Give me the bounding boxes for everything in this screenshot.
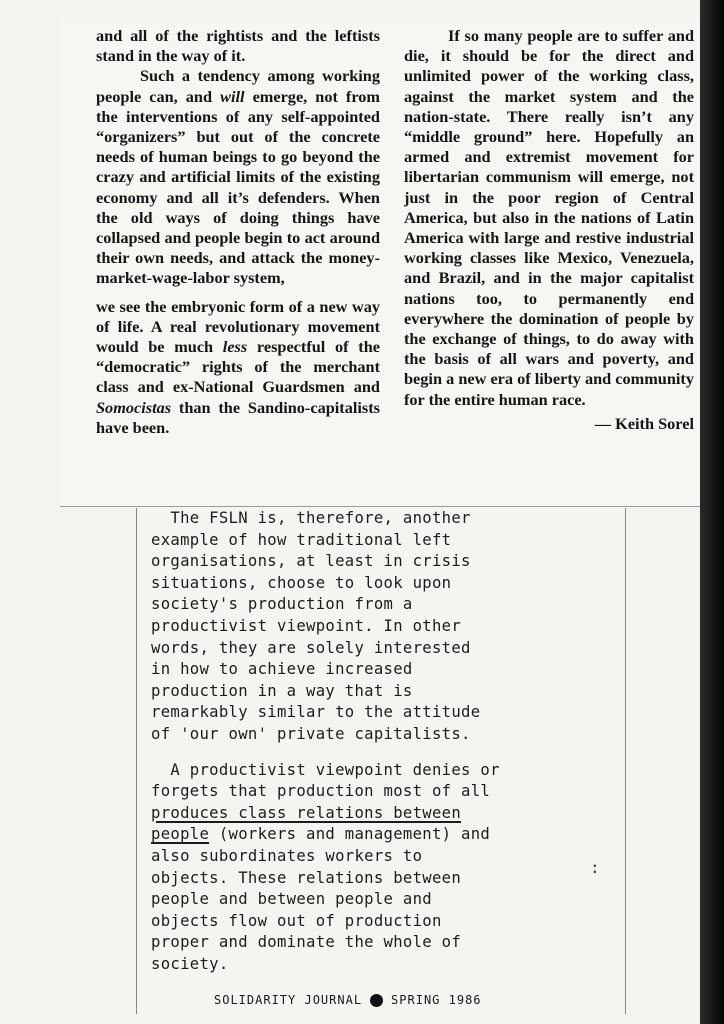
typewritten-text: [151, 508, 621, 975]
typed-line: [151, 824, 621, 846]
typed-line: society's production from a: [151, 595, 413, 614]
scan-edge: [700, 0, 724, 1024]
typed-line: example of how traditional left: [151, 530, 452, 549]
text-run: (workers and management) and: [209, 825, 491, 844]
typed-line: proper and dominate the whole of: [151, 933, 462, 952]
underlined-word: people: [151, 825, 210, 844]
left-para-2: [96, 66, 380, 288]
text-run: Such a tendency among working people can, and: [96, 66, 380, 106]
text-run: we see the embryonic form of a new way of life. A real revolutionary movement would be much: [96, 296, 380, 357]
typed-line: The FSLN is, therefore, another: [151, 509, 471, 527]
typewritten-clipping: [136, 508, 626, 1014]
typed-line: productivist viewpoint. In other: [151, 616, 462, 635]
typed-line: of 'our own' private capitalists.: [151, 724, 471, 743]
emphasis-somocistas: Somocistas: [96, 397, 172, 417]
typed-line: words, they are solely interested: [151, 638, 471, 657]
emphasis-less: less: [222, 337, 248, 357]
typed-line: remarkably similar to the attitude: [151, 703, 481, 722]
typed-line: organisations, at least in crisis: [151, 552, 471, 571]
bullet-dot-icon: [370, 994, 383, 1007]
printed-article-clipping: [60, 18, 700, 508]
typed-line: production in a way that is: [151, 681, 413, 700]
right-column: [404, 26, 694, 434]
journal-footer: [214, 993, 482, 1007]
text-run: respectful of the “democratic” rights of the merchant class and ex-National Guardsmen and: [96, 337, 380, 397]
footer-issue: SPRING 1986: [391, 993, 482, 1007]
margin-mark: :: [590, 858, 600, 877]
typed-line: situations, choose to look upon: [151, 573, 452, 592]
emphasis-will: will: [220, 86, 245, 106]
typed-line: also subordinates workers to: [151, 846, 423, 865]
typed-line: A productivist viewpoint denies or: [151, 760, 500, 779]
typed-line: objects flow out of production: [151, 911, 442, 930]
typed-line: society.: [151, 954, 229, 973]
typed-line-underlined: produces class relations between: [151, 803, 462, 822]
text-run: emerge, not from the interventions of any self-appointed “organizers” but out of the concrete needs of human beings to go beyond the crazy and artificial limits of the existing economy and all it’s defenders. When the old ways of doing things have collapsed and people begin to act around their own needs, and attack the money-market-wage-labor system,: [96, 86, 380, 288]
clipping-divider: [60, 506, 700, 507]
typed-line: objects. These relations between: [151, 868, 462, 887]
left-para-1: and all of the rightists and the leftists stand in the way of it.: [96, 26, 380, 66]
typed-line: forgets that production most of all: [151, 782, 491, 801]
text-run: than the Sandino-capitalists have been.: [96, 397, 380, 437]
typed-line: in how to achieve increased: [151, 660, 413, 679]
author-signature: — Keith Sorel: [594, 413, 694, 433]
left-column: [96, 26, 380, 438]
right-para-1: If so many people are to suffer and die, it should be for the direct and unlimited power of the working class, against the market system and the nation-state. There really isn’t any “middle ground” here. Hopefully an armed and extremist movement for libertarian communism will emerge, not just in the poor region of Central America, but also in the nations of Latin America with large and restive industrial working classes like Mexico, Venezuela, and Brazil, and in the major capitalist nations too, to permanently end everywhere the domination of people by the exchange of things, to do away with the basis of all wars and poverty, and begin a new era of liberty and community for the entire human race.: [404, 26, 694, 409]
left-para-3: [96, 297, 380, 438]
typed-line: people and between people and: [151, 890, 432, 909]
footer-journal-name: SOLIDARITY JOURNAL: [214, 993, 363, 1007]
